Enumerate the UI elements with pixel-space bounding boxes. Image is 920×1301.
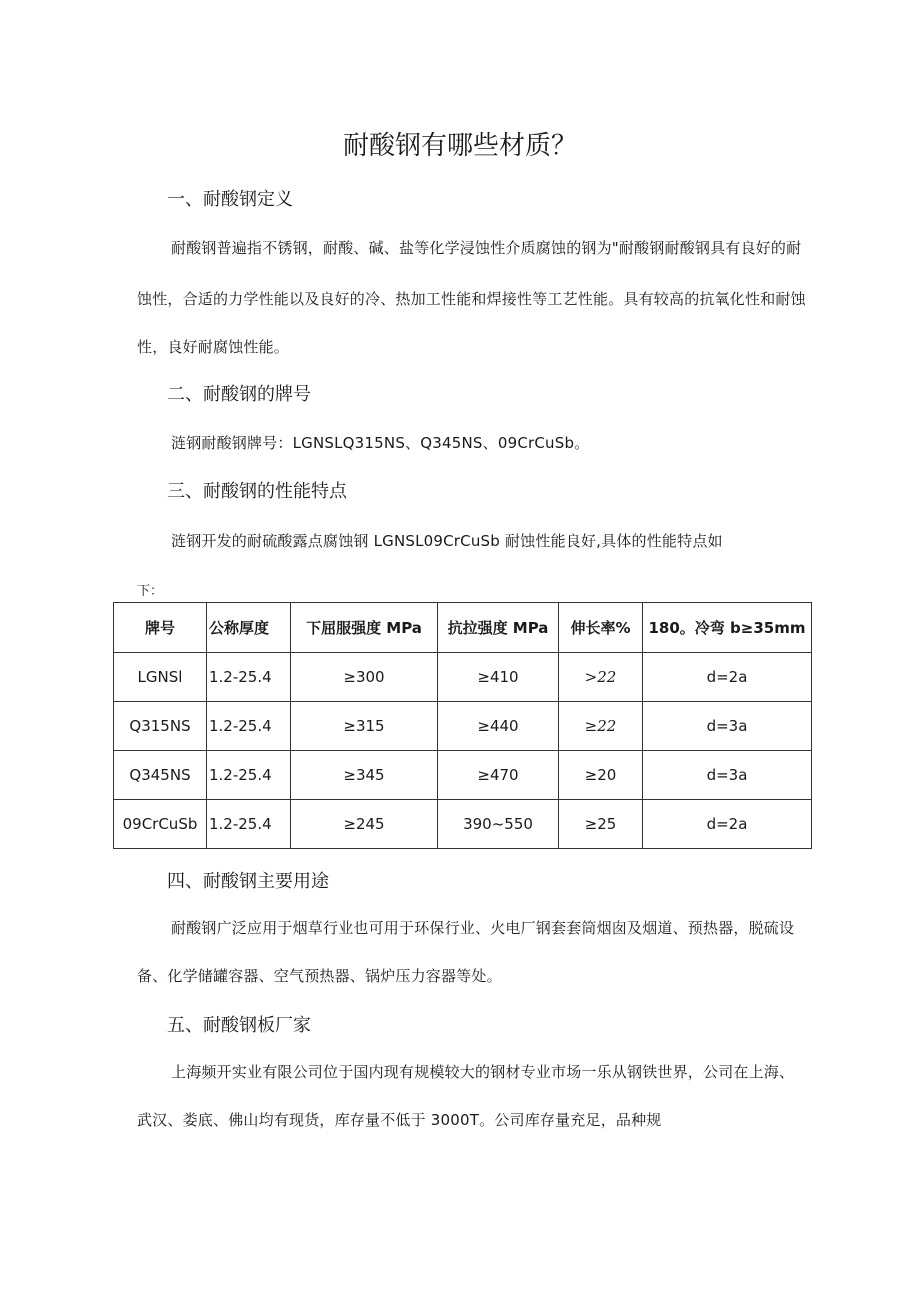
table-header: 180。冷弯 b≥35mm	[643, 603, 812, 653]
table-cell: ≥22	[559, 702, 643, 751]
table-cell: ≥315	[291, 702, 438, 751]
section-heading-grades: 二、耐酸钢的牌号	[167, 384, 311, 405]
table-cell: 390~550	[438, 800, 559, 849]
section-heading-properties: 三、耐酸钢的性能特点	[167, 481, 347, 502]
table-cell: ≥300	[291, 653, 438, 702]
table-cell: 1.2-25.4	[207, 800, 291, 849]
table-header: 抗拉强度 MPa	[438, 603, 559, 653]
table-cell: ≥25	[559, 800, 643, 849]
properties-table	[113, 602, 812, 849]
table-row	[114, 653, 812, 702]
table-cell: Q345NS	[114, 751, 207, 800]
table-cell: d=3a	[643, 702, 812, 751]
table-cell: >22	[559, 653, 643, 702]
paragraph-line: 耐酸钢普遍指不锈钢，耐酸、碱、盐等化学浸蚀性介质腐蚀的钢为"耐酸钢耐酸钢具有良好的耐	[171, 239, 802, 257]
paragraph-line: 备、化学储罐容器、空气预热器、锅炉压力容器等处。	[137, 967, 502, 985]
table-cell: ≥20	[559, 751, 643, 800]
table-header: 公称厚度	[207, 603, 291, 653]
table-row	[114, 751, 812, 800]
table-cell: ≥470	[438, 751, 559, 800]
table-row	[114, 800, 812, 849]
table-cell: 09CrCuSb	[114, 800, 207, 849]
table-cell: Q315NS	[114, 702, 207, 751]
paragraph-line: 涟钢耐酸钢牌号：LGNSLQ315NS、Q345NS、09CrCuSb。	[171, 434, 590, 452]
section-heading-definition: 一、耐酸钢定义	[167, 189, 293, 210]
table-cell: ≥440	[438, 702, 559, 751]
table-header: 牌号	[114, 603, 207, 653]
table-cell: d=2a	[643, 653, 812, 702]
paragraph-line: 蚀性，合适的力学性能以及良好的冷、热加工性能和焊接性等工艺性能。具有较高的抗氧化性和耐蚀	[137, 290, 806, 308]
paragraph-line: 武汉、娄底、佛山均有现货，库存量不低于 3000T。公司库存量充足，品种规	[137, 1111, 662, 1129]
table-header-row	[114, 603, 812, 653]
paragraph-line: 涟钢开发的耐硫酸露点腐蚀钢 LGNSL09CrCuSb 耐蚀性能良好,具体的性能特点如	[171, 532, 723, 550]
section-heading-manufacturer: 五、耐酸钢板厂家	[167, 1015, 311, 1036]
table-cell: d=3a	[643, 751, 812, 800]
page-title: 耐酸钢有哪些材质？	[342, 131, 577, 161]
paragraph-line: 性，良好耐腐蚀性能。	[137, 338, 290, 356]
table-cell: 1.2-25.4	[207, 653, 291, 702]
table-header: 下屈服强度 MPa	[291, 603, 438, 653]
table-row	[114, 702, 812, 751]
table-header: 伸长率%	[559, 603, 643, 653]
paragraph-line-continuation: 下：	[137, 584, 164, 599]
table-cell: 1.2-25.4	[207, 751, 291, 800]
table-cell: d=2a	[643, 800, 812, 849]
paragraph-line: 耐酸钢广泛应用于烟草行业也可用于环保行业、火电厂钢套套筒烟囱及烟道、预热器，脱硫设	[171, 919, 795, 937]
table-cell: ≥345	[291, 751, 438, 800]
paragraph-line: 上海频开实业有限公司位于国内现有规模较大的钢材专业市场一乐从钢铁世界，公司在上海、	[171, 1063, 795, 1081]
section-heading-uses: 四、耐酸钢主要用途	[167, 871, 329, 892]
table-cell: LGNSl	[114, 653, 207, 702]
table-cell: ≥410	[438, 653, 559, 702]
table-cell: 1.2-25.4	[207, 702, 291, 751]
table-cell: ≥245	[291, 800, 438, 849]
